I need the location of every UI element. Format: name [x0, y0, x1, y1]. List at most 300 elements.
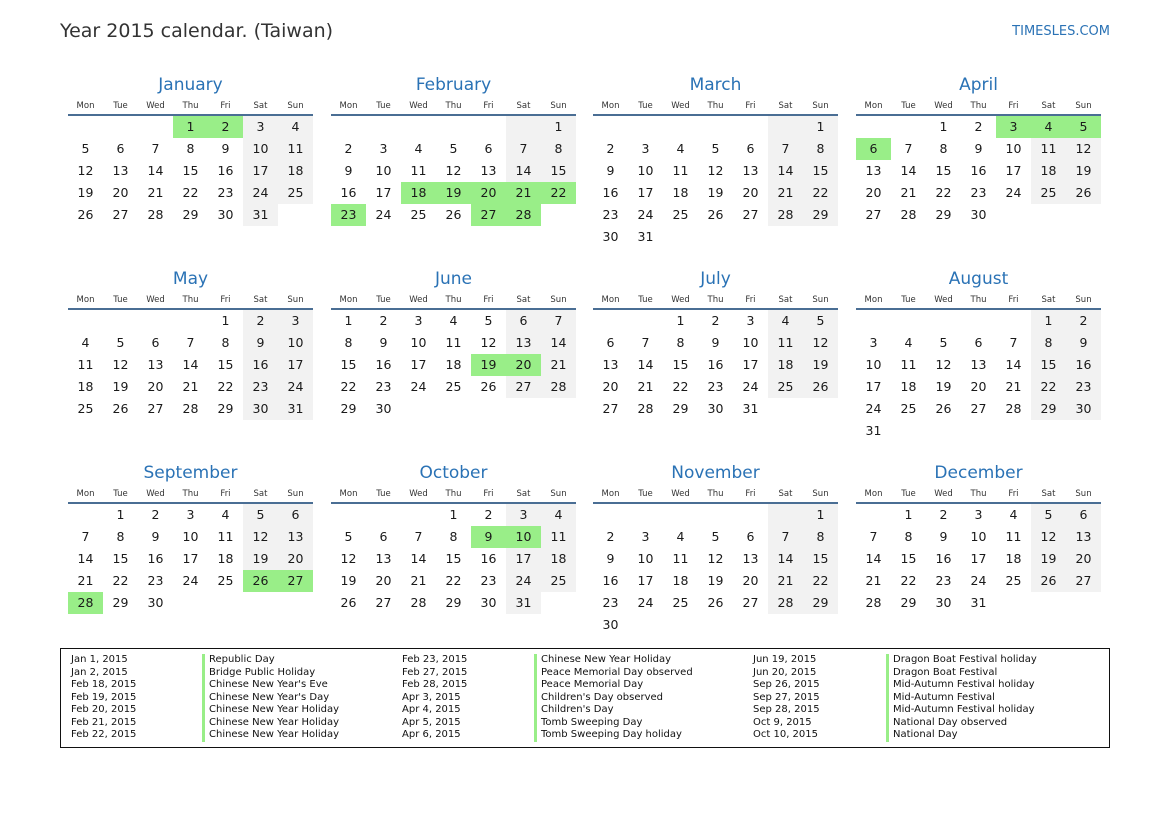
holiday-name: Mid-Autumn Festival: [886, 692, 1037, 705]
day-cell: 13: [506, 332, 541, 354]
holiday-name: Chinese New Year Holiday: [202, 704, 339, 717]
day-cell: 3: [996, 116, 1031, 138]
holiday-date: Feb 23, 2015: [402, 654, 468, 665]
day-cell: 29: [935, 207, 952, 222]
day-cell: 26: [243, 570, 278, 592]
weekday-label: Fri: [1008, 295, 1019, 305]
weekday-label: Sun: [550, 101, 567, 111]
day-cell-empty: [733, 116, 768, 138]
weekday-label: Mon: [339, 295, 358, 305]
day-cell: 29: [340, 401, 357, 416]
day-cell-empty: [366, 116, 401, 138]
weekday-label: Wed: [671, 295, 690, 305]
day-cell: 18: [900, 379, 917, 394]
day-cell: 14: [1005, 357, 1022, 372]
weekday-label: Mon: [339, 489, 358, 499]
day-cell: 12: [707, 163, 724, 178]
day-grid: [856, 310, 1101, 442]
holiday-name: Children's Day: [534, 704, 693, 717]
day-cell: 17: [506, 548, 541, 570]
day-cell: 23: [480, 573, 497, 588]
day-cell-empty: [331, 116, 366, 138]
weekday-label: Sun: [1075, 295, 1092, 305]
day-cell: 4: [676, 141, 685, 156]
weekday-label: Fri: [1008, 101, 1019, 111]
holiday-name: Peace Memorial Day observed: [534, 667, 693, 680]
weekday-label: Mon: [76, 295, 95, 305]
day-cell: 8: [1031, 332, 1066, 354]
day-cell: 18: [401, 182, 436, 204]
day-cell: 14: [410, 551, 427, 566]
day-cell: 11: [410, 163, 427, 178]
day-cell: 17: [865, 379, 882, 394]
day-cell-empty: [366, 504, 401, 526]
day-cell: 17: [637, 573, 654, 588]
day-cell: 13: [865, 163, 882, 178]
weekday-label: Fri: [745, 489, 756, 499]
day-cell-empty: [856, 116, 891, 138]
day-cell: 28: [768, 592, 803, 614]
day-cell: 6: [484, 141, 493, 156]
holiday-date: Sep 27, 2015: [753, 691, 820, 703]
day-cell: 16: [480, 551, 497, 566]
day-cell: 2: [606, 141, 615, 156]
day-cell: 5: [344, 529, 353, 544]
day-cell: 1: [803, 116, 838, 138]
day-cell: 26: [112, 401, 129, 416]
holiday-name: Dragon Boat Festival holiday: [886, 654, 1037, 667]
day-cell: 27: [742, 595, 759, 610]
day-cell: 22: [340, 379, 357, 394]
day-cell: 6: [379, 529, 388, 544]
day-cell-empty: [593, 504, 628, 526]
day-cell: 15: [217, 357, 234, 372]
day-cell: 23: [243, 376, 278, 398]
day-cell: 25: [77, 401, 94, 416]
day-cell: 4: [768, 310, 803, 332]
weekday-label: Sat: [516, 489, 531, 499]
day-cell: 14: [900, 163, 917, 178]
day-cell: 27: [278, 570, 313, 592]
day-cell: 18: [541, 548, 576, 570]
month-may: [68, 266, 313, 420]
day-cell: 21: [637, 379, 654, 394]
day-cell: 16: [147, 551, 164, 566]
day-cell: 8: [541, 138, 576, 160]
day-cell: 11: [672, 163, 689, 178]
weekday-header: [593, 292, 838, 310]
day-cell: 17: [742, 357, 759, 372]
day-cell: 3: [506, 504, 541, 526]
day-cell: 2: [939, 507, 948, 522]
weekday-label: Tue: [376, 489, 391, 499]
weekday-label: Mon: [864, 295, 883, 305]
day-cell: 12: [445, 163, 462, 178]
day-cell: 7: [768, 138, 803, 160]
day-cell: 13: [278, 526, 313, 548]
day-cell: 23: [602, 595, 619, 610]
day-cell: 24: [865, 401, 882, 416]
day-cell-empty: [996, 310, 1031, 332]
day-cell: 8: [116, 529, 125, 544]
weekday-label: Tue: [113, 101, 128, 111]
day-cell: 30: [935, 595, 952, 610]
day-cell: 29: [900, 595, 917, 610]
weekday-label: Thu: [182, 489, 199, 499]
day-cell: 16: [1066, 354, 1101, 376]
month-name: March: [689, 75, 742, 95]
day-cell: 13: [602, 357, 619, 372]
holiday-date: Apr 3, 2015: [402, 691, 461, 703]
weekday-label: Fri: [483, 101, 494, 111]
day-cell-empty: [856, 504, 891, 526]
day-cell-empty: [628, 310, 663, 332]
weekday-label: Fri: [483, 489, 494, 499]
day-cell: 24: [506, 570, 541, 592]
day-cell: 1: [116, 507, 125, 522]
day-cell: 24: [970, 573, 987, 588]
day-cell: 3: [278, 310, 313, 332]
day-cell: 15: [803, 548, 838, 570]
holiday-date: Jan 2, 2015: [71, 666, 128, 678]
month-september: [68, 460, 313, 614]
day-cell-empty: [138, 116, 173, 138]
holiday-name: Chinese New Year Holiday: [202, 717, 339, 730]
day-cell: 3: [974, 507, 983, 522]
day-cell: 5: [1066, 116, 1101, 138]
month-march: [593, 72, 838, 248]
day-cell: 14: [77, 551, 94, 566]
day-cell-empty: [768, 504, 803, 526]
day-cell: 4: [221, 507, 230, 522]
day-cell: 17: [243, 160, 278, 182]
day-cell: 11: [445, 335, 462, 350]
day-cell: 4: [541, 504, 576, 526]
weekday-header: [68, 292, 313, 310]
day-cell: 21: [1005, 379, 1022, 394]
holiday-name: Chinese New Year's Day: [202, 692, 339, 705]
day-cell: 15: [935, 163, 952, 178]
day-cell: 6: [278, 504, 313, 526]
weekday-header: [856, 292, 1101, 310]
day-cell: 9: [243, 332, 278, 354]
weekday-label: Wed: [409, 295, 428, 305]
holiday-name: Tomb Sweeping Day holiday: [534, 729, 693, 742]
day-cell: 11: [217, 529, 234, 544]
day-cell: 13: [112, 163, 129, 178]
day-cell: 9: [1066, 332, 1101, 354]
weekday-label: Tue: [376, 101, 391, 111]
weekday-label: Wed: [409, 489, 428, 499]
day-cell: 3: [414, 313, 423, 328]
day-cell: 4: [449, 313, 458, 328]
day-cell: 23: [935, 573, 952, 588]
day-cell: 22: [935, 185, 952, 200]
weekday-label: Fri: [483, 295, 494, 305]
day-cell: 25: [768, 376, 803, 398]
day-cell: 25: [900, 401, 917, 416]
weekday-label: Wed: [671, 489, 690, 499]
day-cell: 14: [147, 163, 164, 178]
day-cell: 29: [182, 207, 199, 222]
day-cell: 4: [81, 335, 90, 350]
day-cell: 15: [112, 551, 129, 566]
holiday-name: Dragon Boat Festival: [886, 667, 1037, 680]
day-cell: 26: [480, 379, 497, 394]
day-cell: 23: [147, 573, 164, 588]
day-cell: 15: [900, 551, 917, 566]
day-cell: 19: [471, 354, 506, 376]
day-cell: 9: [606, 163, 615, 178]
day-cell: 3: [641, 141, 650, 156]
day-cell: 31: [742, 401, 759, 416]
holiday-name: Tomb Sweeping Day: [534, 717, 693, 730]
day-cell: 1: [676, 313, 685, 328]
weekday-label: Sat: [253, 489, 268, 499]
weekday-label: Wed: [146, 489, 165, 499]
site-brand-link[interactable]: TIMESLES.COM: [1012, 24, 1110, 39]
day-cell: 28: [1005, 401, 1022, 416]
day-cell-empty: [593, 310, 628, 332]
weekday-label: Tue: [376, 295, 391, 305]
weekday-label: Tue: [113, 489, 128, 499]
day-cell: 10: [375, 163, 392, 178]
day-cell: 14: [541, 332, 576, 354]
weekday-label: Sun: [550, 295, 567, 305]
day-cell: 10: [278, 332, 313, 354]
day-cell-empty: [68, 310, 103, 332]
holiday-name: Bridge Public Holiday: [202, 667, 339, 680]
day-cell: 16: [602, 185, 619, 200]
weekday-label: Tue: [901, 101, 916, 111]
day-cell: 18: [445, 357, 462, 372]
day-cell: 24: [637, 595, 654, 610]
day-cell: 13: [375, 551, 392, 566]
day-cell: 7: [768, 526, 803, 548]
weekday-label: Wed: [409, 101, 428, 111]
day-cell: 12: [1031, 526, 1066, 548]
day-cell: 8: [221, 335, 230, 350]
day-cell: 2: [243, 310, 278, 332]
day-cell: 12: [707, 551, 724, 566]
legend-date-column: [753, 654, 820, 742]
day-cell: 8: [904, 529, 913, 544]
weekday-label: Sat: [1041, 101, 1056, 111]
holiday-date: Feb 21, 2015: [71, 716, 137, 728]
day-cell: 11: [278, 138, 313, 160]
day-cell: 11: [768, 332, 803, 354]
day-cell: 25: [672, 595, 689, 610]
day-cell: 20: [865, 185, 882, 200]
day-cell: 13: [147, 357, 164, 372]
day-cell: 22: [217, 379, 234, 394]
day-cell: 29: [803, 204, 838, 226]
day-cell: 22: [182, 185, 199, 200]
weekday-label: Mon: [339, 101, 358, 111]
weekday-label: Fri: [220, 489, 231, 499]
day-cell: 25: [410, 207, 427, 222]
weekday-label: Thu: [445, 489, 462, 499]
day-cell: 25: [1031, 182, 1066, 204]
legend-name-column: [886, 654, 1037, 742]
day-cell: 11: [900, 357, 917, 372]
day-cell: 5: [939, 335, 948, 350]
day-cell-empty: [663, 504, 698, 526]
weekday-label: Sun: [287, 295, 304, 305]
weekday-label: Mon: [864, 489, 883, 499]
day-cell: 3: [186, 507, 195, 522]
holiday-date: Feb 19, 2015: [71, 691, 137, 703]
day-cell: 30: [970, 207, 987, 222]
day-cell: 2: [606, 529, 615, 544]
weekday-label: Sat: [253, 295, 268, 305]
weekday-label: Sun: [1075, 101, 1092, 111]
holiday-date: Apr 5, 2015: [402, 716, 461, 728]
day-cell-empty: [628, 116, 663, 138]
day-cell: 27: [112, 207, 129, 222]
weekday-label: Mon: [601, 489, 620, 499]
day-cell: 27: [865, 207, 882, 222]
page-title: Year 2015 calendar. (Taiwan): [60, 20, 334, 42]
weekday-label: Fri: [745, 101, 756, 111]
day-grid: [331, 504, 576, 614]
day-cell: 23: [707, 379, 724, 394]
weekday-header: [593, 486, 838, 504]
weekday-label: Fri: [220, 295, 231, 305]
day-cell: 17: [182, 551, 199, 566]
day-cell: 24: [243, 182, 278, 204]
day-cell-empty: [138, 310, 173, 332]
weekday-label: Sat: [516, 101, 531, 111]
day-cell: 27: [375, 595, 392, 610]
holiday-date: Apr 6, 2015: [402, 729, 461, 740]
day-cell: 31: [637, 229, 654, 244]
day-cell: 20: [506, 354, 541, 376]
weekday-label: Sat: [778, 489, 793, 499]
day-cell: 7: [414, 529, 423, 544]
month-name: January: [158, 75, 223, 95]
day-cell-empty: [471, 116, 506, 138]
day-cell: 18: [278, 160, 313, 182]
day-cell: 23: [217, 185, 234, 200]
day-cell: 16: [935, 551, 952, 566]
holiday-date: Jun 19, 2015: [753, 654, 817, 665]
month-january: [68, 72, 313, 226]
weekday-label: Sun: [287, 489, 304, 499]
weekday-label: Mon: [601, 101, 620, 111]
day-cell: 23: [1066, 376, 1101, 398]
weekday-label: Tue: [638, 295, 653, 305]
day-cell: 21: [541, 354, 576, 376]
day-cell: 18: [672, 185, 689, 200]
weekday-label: Wed: [146, 101, 165, 111]
day-cell: 27: [471, 204, 506, 226]
day-cell: 3: [641, 529, 650, 544]
month-name: December: [934, 463, 1023, 483]
day-cell: 30: [243, 398, 278, 420]
weekday-label: Wed: [671, 101, 690, 111]
day-cell: 5: [711, 529, 720, 544]
day-cell: 13: [970, 357, 987, 372]
day-cell: 5: [243, 504, 278, 526]
day-cell-empty: [68, 116, 103, 138]
legend-name-column: [202, 654, 339, 742]
day-cell: 14: [506, 160, 541, 182]
weekday-label: Wed: [934, 101, 953, 111]
weekday-label: Thu: [445, 295, 462, 305]
day-cell: 5: [711, 141, 720, 156]
weekday-label: Sun: [550, 489, 567, 499]
weekday-label: Mon: [601, 295, 620, 305]
weekday-header: [331, 292, 576, 310]
day-cell: 20: [471, 182, 506, 204]
day-cell: 19: [243, 548, 278, 570]
day-cell: 7: [541, 310, 576, 332]
day-cell: 30: [707, 401, 724, 416]
day-cell: 6: [1066, 504, 1101, 526]
day-cell: 8: [803, 138, 838, 160]
day-cell: 20: [147, 379, 164, 394]
day-cell: 13: [480, 163, 497, 178]
day-cell: 8: [803, 526, 838, 548]
day-cell: 30: [602, 617, 619, 632]
day-cell: 10: [637, 163, 654, 178]
day-cell: 31: [865, 423, 882, 438]
day-cell: 15: [541, 160, 576, 182]
day-cell: 9: [974, 141, 983, 156]
day-cell-empty: [401, 116, 436, 138]
day-cell: 27: [742, 207, 759, 222]
day-cell: 7: [904, 141, 913, 156]
day-cell: 14: [768, 160, 803, 182]
weekday-label: Fri: [1008, 489, 1019, 499]
day-cell: 20: [112, 185, 129, 200]
day-cell: 29: [803, 592, 838, 614]
day-cell: 11: [1005, 529, 1022, 544]
day-cell: 1: [449, 507, 458, 522]
day-cell: 26: [445, 207, 462, 222]
day-cell: 23: [331, 204, 366, 226]
weekday-label: Mon: [864, 101, 883, 111]
day-cell: 16: [243, 354, 278, 376]
holiday-name: Mid-Autumn Festival holiday: [886, 704, 1037, 717]
day-cell: 18: [1005, 551, 1022, 566]
day-cell: 25: [541, 570, 576, 592]
day-cell: 27: [147, 401, 164, 416]
day-cell: 14: [768, 548, 803, 570]
day-cell: 8: [939, 141, 948, 156]
day-cell: 9: [344, 163, 353, 178]
day-cell: 17: [375, 185, 392, 200]
weekday-label: Thu: [182, 101, 199, 111]
weekday-header: [68, 486, 313, 504]
day-cell: 27: [506, 376, 541, 398]
day-cell-empty: [103, 310, 138, 332]
day-cell: 5: [116, 335, 125, 350]
day-cell: 4: [1009, 507, 1018, 522]
day-cell: 21: [900, 185, 917, 200]
day-cell-empty: [733, 504, 768, 526]
day-grid: [856, 504, 1101, 614]
day-cell: 24: [375, 207, 392, 222]
day-cell: 9: [379, 335, 388, 350]
weekday-label: Tue: [638, 101, 653, 111]
day-cell: 24: [1005, 185, 1022, 200]
weekday-label: Tue: [901, 489, 916, 499]
weekday-header: [331, 486, 576, 504]
day-cell: 10: [865, 357, 882, 372]
day-cell: 8: [344, 335, 353, 350]
